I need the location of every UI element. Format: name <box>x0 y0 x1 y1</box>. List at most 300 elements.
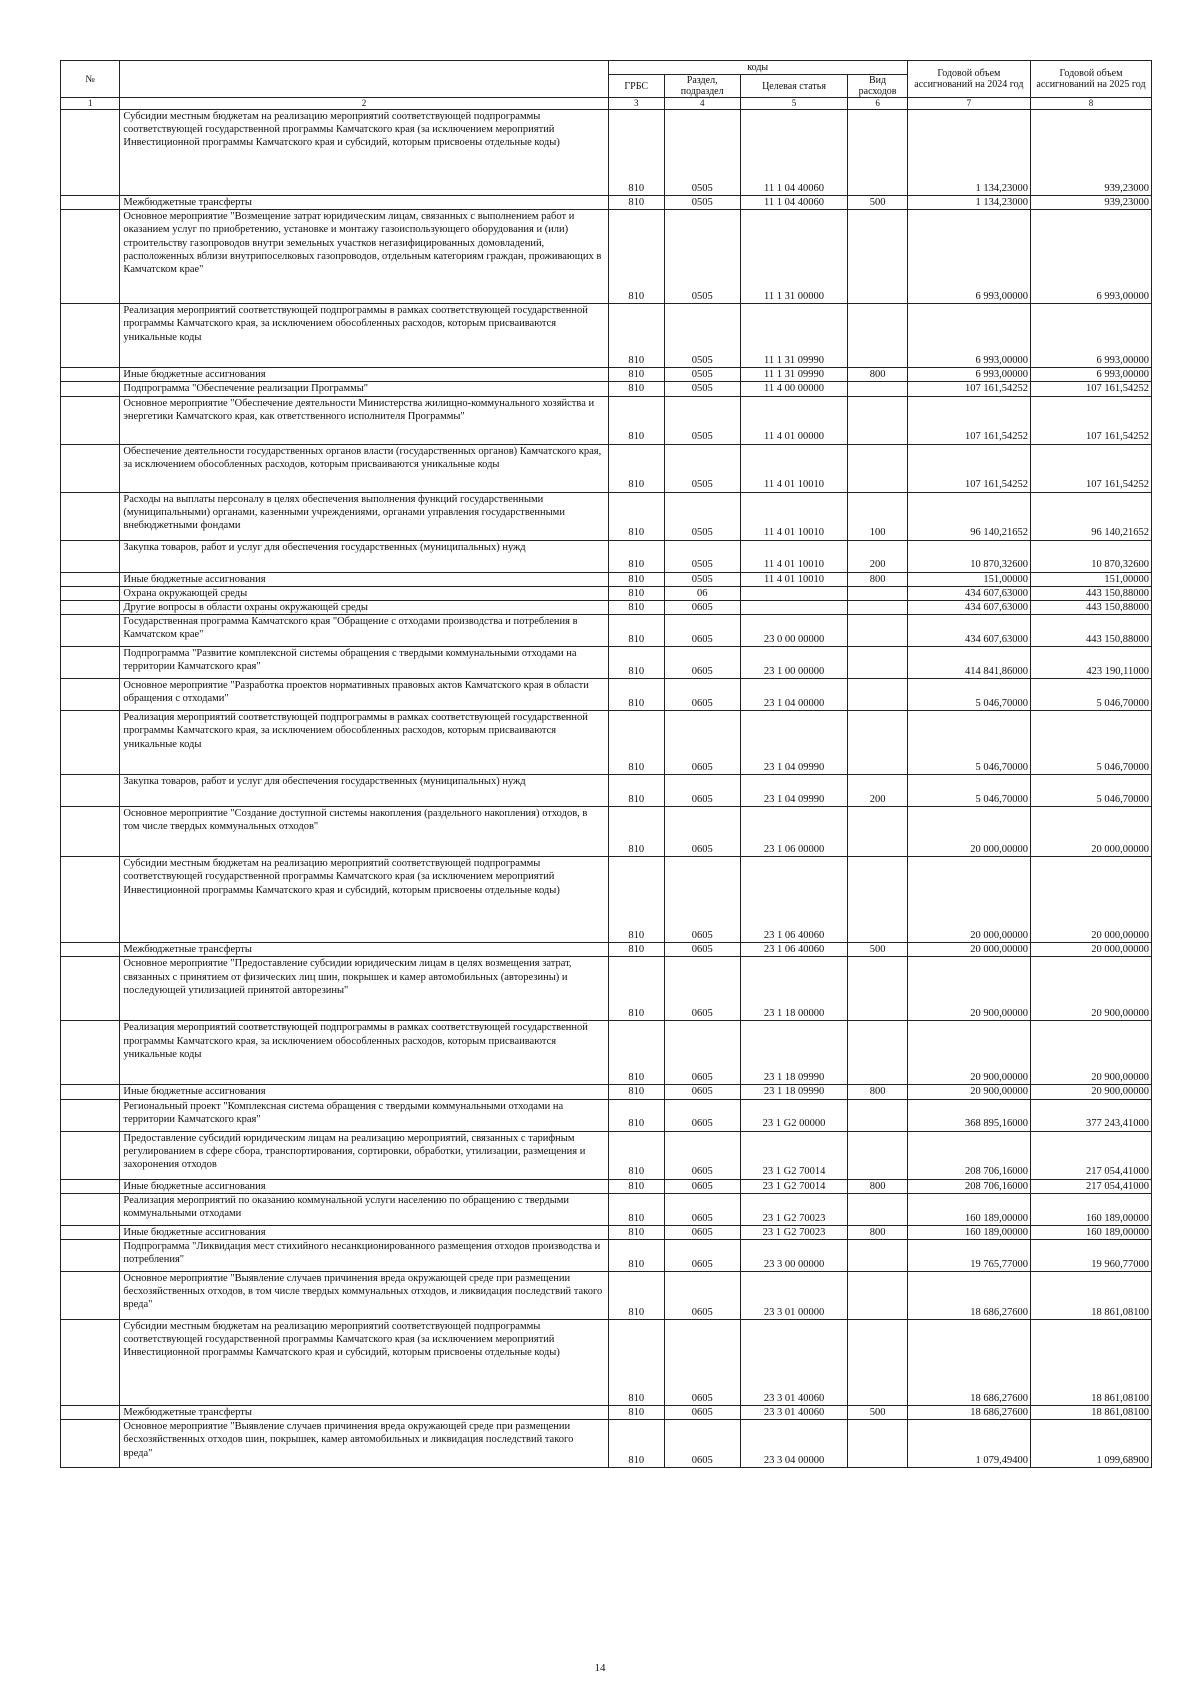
row-grbs: 810 <box>608 586 664 600</box>
colnum: 1 <box>61 98 120 110</box>
row-amount-2025: 151,00000 <box>1030 572 1151 586</box>
row-target: 23 1 04 00000 <box>740 679 848 711</box>
row-amount-2025: 939,23000 <box>1030 110 1151 196</box>
table-row <box>61 1240 1152 1272</box>
row-amount-2024: 151,00000 <box>907 572 1030 586</box>
row-num-cell <box>61 1272 120 1320</box>
colnum: 6 <box>848 98 907 110</box>
row-vid <box>848 1272 907 1320</box>
row-razdel: 0605 <box>664 775 740 807</box>
row-razdel: 06 <box>664 586 740 600</box>
row-num-cell <box>61 1225 120 1239</box>
row-num-cell <box>61 1179 120 1193</box>
colnum: 7 <box>907 98 1030 110</box>
header-razdel: Раздел, подраздел <box>664 75 740 98</box>
row-amount-2025: 18 861,08100 <box>1030 1320 1151 1406</box>
row-razdel: 0505 <box>664 110 740 196</box>
row-description: Расходы на выплаты персоналу в целях обеспечения выполнения функций государственными (муниципальными) органами, казенными учреждениями, органами управления государственными внебюджетными фондами <box>120 492 608 540</box>
table-row <box>61 540 1152 572</box>
row-amount-2024: 434 607,63000 <box>907 601 1030 615</box>
row-amount-2025: 160 189,00000 <box>1030 1225 1151 1239</box>
row-description: Обеспечение деятельности государственных органов власти (государственных органов) Камчатского края, за исключением обособленных расходов, которым присваиваются уникальные коды <box>120 444 608 492</box>
table-row <box>61 615 1152 647</box>
row-num-cell <box>61 110 120 196</box>
row-amount-2025: 19 960,77000 <box>1030 1240 1151 1272</box>
row-description: Межбюджетные трансферты <box>120 196 608 210</box>
table-row <box>61 396 1152 444</box>
row-razdel: 0605 <box>664 1179 740 1193</box>
row-amount-2024: 6 993,00000 <box>907 368 1030 382</box>
row-num-cell <box>61 807 120 857</box>
row-num-cell <box>61 492 120 540</box>
row-grbs: 810 <box>608 1193 664 1225</box>
row-amount-2025: 20 000,00000 <box>1030 807 1151 857</box>
row-description: Закупка товаров, работ и услуг для обеспечения государственных (муниципальных) нужд <box>120 540 608 572</box>
row-amount-2024: 19 765,77000 <box>907 1240 1030 1272</box>
row-target: 23 1 06 40060 <box>740 943 848 957</box>
row-vid: 100 <box>848 492 907 540</box>
row-num-cell <box>61 210 120 304</box>
row-grbs: 810 <box>608 711 664 775</box>
row-razdel: 0605 <box>664 1099 740 1131</box>
row-amount-2025: 443 150,88000 <box>1030 601 1151 615</box>
row-description: Реализация мероприятий соответствующей подпрограммы в рамках соответствующей государственной программы Камчатского края, за исключением обособленных расходов, которым присваиваются уникальные коды <box>120 304 608 368</box>
row-num-cell <box>61 957 120 1021</box>
row-target: 23 1 18 09990 <box>740 1021 848 1085</box>
page-number: 14 <box>594 1662 606 1674</box>
row-target: 23 1 00 00000 <box>740 647 848 679</box>
row-amount-2024: 160 189,00000 <box>907 1193 1030 1225</box>
header-target: Целевая статья <box>740 75 848 98</box>
row-amount-2025: 423 190,11000 <box>1030 647 1151 679</box>
row-amount-2025: 20 000,00000 <box>1030 943 1151 957</box>
row-razdel: 0605 <box>664 807 740 857</box>
row-amount-2024: 5 046,70000 <box>907 711 1030 775</box>
row-vid <box>848 1420 907 1468</box>
row-amount-2025: 377 243,41000 <box>1030 1099 1151 1131</box>
row-target: 11 4 00 00000 <box>740 382 848 396</box>
row-num-cell <box>61 540 120 572</box>
row-vid <box>848 1240 907 1272</box>
row-target: 23 3 01 00000 <box>740 1272 848 1320</box>
row-amount-2025: 10 870,32600 <box>1030 540 1151 572</box>
colnum: 3 <box>608 98 664 110</box>
row-description: Межбюджетные трансферты <box>120 943 608 957</box>
row-amount-2025: 18 861,08100 <box>1030 1406 1151 1420</box>
row-num-cell <box>61 1406 120 1420</box>
row-razdel: 0605 <box>664 957 740 1021</box>
row-vid <box>848 957 907 1021</box>
row-num-cell <box>61 368 120 382</box>
row-amount-2024: 1 134,23000 <box>907 196 1030 210</box>
row-target: 23 1 G2 00000 <box>740 1099 848 1131</box>
row-razdel: 0605 <box>664 1193 740 1225</box>
row-target: 11 4 01 00000 <box>740 396 848 444</box>
row-target: 11 1 31 00000 <box>740 210 848 304</box>
row-target: 23 3 00 00000 <box>740 1240 848 1272</box>
row-description: Реализация мероприятий соответствующей подпрограммы в рамках соответствующей государственной программы Камчатского края, за исключением обособленных расходов, которым присваиваются уникальные коды <box>120 1021 608 1085</box>
row-razdel: 0605 <box>664 1420 740 1468</box>
row-grbs: 810 <box>608 1131 664 1179</box>
row-razdel: 0505 <box>664 196 740 210</box>
table-row <box>61 210 1152 304</box>
row-num-cell <box>61 679 120 711</box>
table-row <box>61 492 1152 540</box>
row-grbs: 810 <box>608 444 664 492</box>
row-razdel: 0605 <box>664 711 740 775</box>
table-row <box>61 957 1152 1021</box>
row-razdel: 0505 <box>664 304 740 368</box>
row-grbs: 810 <box>608 857 664 943</box>
row-description: Предоставление субсидий юридическим лицам на реализацию мероприятий, связанных с тарифным регулированием в сфере сбора, транспортирования, сортировки, обработки, утилизации, размещения и захоронения отходов <box>120 1131 608 1179</box>
row-target: 23 1 18 09990 <box>740 1085 848 1099</box>
table-row <box>61 647 1152 679</box>
row-amount-2024: 414 841,86000 <box>907 647 1030 679</box>
row-razdel: 0605 <box>664 601 740 615</box>
row-vid <box>848 1021 907 1085</box>
row-amount-2024: 1 134,23000 <box>907 110 1030 196</box>
row-num-cell <box>61 857 120 943</box>
row-amount-2025: 6 993,00000 <box>1030 368 1151 382</box>
row-vid: 800 <box>848 1085 907 1099</box>
row-num-cell <box>61 1021 120 1085</box>
row-amount-2025: 443 150,88000 <box>1030 615 1151 647</box>
row-grbs: 810 <box>608 304 664 368</box>
row-razdel: 0605 <box>664 679 740 711</box>
row-grbs: 810 <box>608 1240 664 1272</box>
row-vid <box>848 647 907 679</box>
row-razdel: 0605 <box>664 1131 740 1179</box>
row-grbs: 810 <box>608 1179 664 1193</box>
row-target: 11 4 01 10010 <box>740 444 848 492</box>
row-grbs: 810 <box>608 382 664 396</box>
row-razdel: 0505 <box>664 210 740 304</box>
row-target: 23 1 G2 70014 <box>740 1131 848 1179</box>
table-row <box>61 1021 1152 1085</box>
table-row <box>61 1131 1152 1179</box>
row-amount-2024: 20 900,00000 <box>907 957 1030 1021</box>
row-amount-2024: 434 607,63000 <box>907 586 1030 600</box>
header-codes: коды <box>608 61 907 75</box>
row-grbs: 810 <box>608 368 664 382</box>
table-row <box>61 807 1152 857</box>
row-amount-2024: 107 161,54252 <box>907 396 1030 444</box>
table-row <box>61 1099 1152 1131</box>
row-grbs: 810 <box>608 647 664 679</box>
row-num-cell <box>61 775 120 807</box>
row-description: Иные бюджетные ассигнования <box>120 1085 608 1099</box>
row-amount-2025: 217 054,41000 <box>1030 1131 1151 1179</box>
table-row <box>61 857 1152 943</box>
row-grbs: 810 <box>608 110 664 196</box>
row-vid <box>848 615 907 647</box>
row-vid <box>848 857 907 943</box>
row-vid: 800 <box>848 1179 907 1193</box>
row-amount-2025: 20 000,00000 <box>1030 857 1151 943</box>
row-target: 23 1 G2 70014 <box>740 1179 848 1193</box>
budget-table-page <box>60 60 1152 1468</box>
row-description: Основное мероприятие "Возмещение затрат юридическим лицам, связанных с выполнением работ и оказанием услуг по приобретению, установке и монтажу газоиспользующего оборудования и (или) строительству газопроводов внутри земельных участков негазифицированных домовладений, расположенных вблизи внутрипоселковых газопроводов, отдельным категориям граждан, проживающих в Камчатском крае" <box>120 210 608 304</box>
row-vid: 200 <box>848 540 907 572</box>
row-amount-2025: 20 900,00000 <box>1030 1021 1151 1085</box>
table-header <box>61 61 1152 110</box>
row-amount-2024: 18 686,27600 <box>907 1406 1030 1420</box>
row-amount-2025: 6 993,00000 <box>1030 304 1151 368</box>
row-amount-2024: 5 046,70000 <box>907 679 1030 711</box>
row-grbs: 810 <box>608 1021 664 1085</box>
header-column-numbers <box>61 98 1152 110</box>
row-num-cell <box>61 1240 120 1272</box>
row-vid <box>848 1131 907 1179</box>
row-grbs: 810 <box>608 807 664 857</box>
row-num-cell <box>61 196 120 210</box>
row-num-cell <box>61 1193 120 1225</box>
row-amount-2024: 10 870,32600 <box>907 540 1030 572</box>
row-grbs: 810 <box>608 775 664 807</box>
row-amount-2024: 208 706,16000 <box>907 1131 1030 1179</box>
row-vid <box>848 679 907 711</box>
row-description: Иные бюджетные ассигнования <box>120 368 608 382</box>
row-amount-2024: 18 686,27600 <box>907 1272 1030 1320</box>
table-body <box>61 110 1152 1468</box>
row-target: 23 3 01 40060 <box>740 1406 848 1420</box>
row-razdel: 0605 <box>664 1406 740 1420</box>
row-amount-2025: 20 900,00000 <box>1030 957 1151 1021</box>
row-num-cell <box>61 1085 120 1099</box>
row-description: Охрана окружающей среды <box>120 586 608 600</box>
row-target: 23 3 04 00000 <box>740 1420 848 1468</box>
header-grbs: ГРБС <box>608 75 664 98</box>
row-vid <box>848 1320 907 1406</box>
row-num-cell <box>61 586 120 600</box>
row-num-cell <box>61 304 120 368</box>
row-description: Основное мероприятие "Предоставление субсидии юридическим лицам в целях возмещения затрат, связанных с принятием от физических лиц шин, покрышек и камер автомобильных (авторезины) и последующей утилизацией принятой авторезины" <box>120 957 608 1021</box>
row-amount-2025: 107 161,54252 <box>1030 382 1151 396</box>
row-vid <box>848 711 907 775</box>
row-grbs: 810 <box>608 1085 664 1099</box>
row-target: 23 0 00 00000 <box>740 615 848 647</box>
row-amount-2025: 5 046,70000 <box>1030 775 1151 807</box>
row-description: Иные бюджетные ассигнования <box>120 1179 608 1193</box>
row-grbs: 810 <box>608 679 664 711</box>
table-row <box>61 586 1152 600</box>
row-amount-2024: 6 993,00000 <box>907 210 1030 304</box>
row-vid <box>848 396 907 444</box>
row-vid <box>848 807 907 857</box>
row-description: Основное мероприятие "Обеспечение деятельности Министерства жилищно-коммунального хозяйства и энергетики Камчатского края, как ответственного исполнителя Программы" <box>120 396 608 444</box>
row-vid: 500 <box>848 1406 907 1420</box>
row-target: 23 3 01 40060 <box>740 1320 848 1406</box>
row-amount-2025: 107 161,54252 <box>1030 444 1151 492</box>
row-amount-2024: 107 161,54252 <box>907 444 1030 492</box>
row-grbs: 810 <box>608 196 664 210</box>
row-grbs: 810 <box>608 601 664 615</box>
row-grbs: 810 <box>608 572 664 586</box>
row-num-cell <box>61 1320 120 1406</box>
row-grbs: 810 <box>608 1406 664 1420</box>
row-amount-2024: 20 000,00000 <box>907 807 1030 857</box>
row-num-cell <box>61 396 120 444</box>
row-num-cell <box>61 711 120 775</box>
row-amount-2024: 107 161,54252 <box>907 382 1030 396</box>
table-row <box>61 110 1152 196</box>
row-target: 11 1 31 09990 <box>740 368 848 382</box>
table-row <box>61 382 1152 396</box>
table-row <box>61 679 1152 711</box>
row-amount-2025: 18 861,08100 <box>1030 1272 1151 1320</box>
row-target: 11 1 04 40060 <box>740 110 848 196</box>
row-grbs: 810 <box>608 943 664 957</box>
row-amount-2025: 107 161,54252 <box>1030 396 1151 444</box>
row-target: 11 1 31 09990 <box>740 304 848 368</box>
row-grbs: 810 <box>608 1420 664 1468</box>
row-num-cell <box>61 943 120 957</box>
row-razdel: 0505 <box>664 368 740 382</box>
row-target: 23 1 18 00000 <box>740 957 848 1021</box>
row-target: 23 1 06 00000 <box>740 807 848 857</box>
row-grbs: 810 <box>608 396 664 444</box>
row-amount-2025: 5 046,70000 <box>1030 711 1151 775</box>
row-description: Реализация мероприятий по оказанию коммунальной услуги населению по обращению с твердыми коммунальными отходами <box>120 1193 608 1225</box>
row-target: 23 1 04 09990 <box>740 711 848 775</box>
row-description: Субсидии местным бюджетам на реализацию мероприятий соответствующей подпрограммы соответствующей государственной программы Камчатского края (за исключением мероприятий Инвестиционной программы Камчатского края и субсидий, которым присвоены отдельные коды) <box>120 1320 608 1406</box>
header-description <box>120 61 608 98</box>
row-num-cell <box>61 444 120 492</box>
row-razdel: 0505 <box>664 572 740 586</box>
row-vid <box>848 1193 907 1225</box>
row-amount-2025: 96 140,21652 <box>1030 492 1151 540</box>
row-razdel: 0505 <box>664 396 740 444</box>
row-vid: 800 <box>848 572 907 586</box>
row-vid: 500 <box>848 943 907 957</box>
row-target: 23 1 06 40060 <box>740 857 848 943</box>
table-row <box>61 304 1152 368</box>
row-vid <box>848 110 907 196</box>
row-grbs: 810 <box>608 615 664 647</box>
row-amount-2024: 20 900,00000 <box>907 1021 1030 1085</box>
row-description: Основное мероприятие "Выявление случаев причинения вреда окружающей среде при размещении бесхозяйственных отходов шин, покрышек, камер автомобильных и ликвидация последствий такого вреда" <box>120 1420 608 1468</box>
row-amount-2024: 20 000,00000 <box>907 943 1030 957</box>
row-num-cell <box>61 647 120 679</box>
row-razdel: 0605 <box>664 857 740 943</box>
row-vid: 200 <box>848 775 907 807</box>
table-row <box>61 1420 1152 1468</box>
row-vid <box>848 1099 907 1131</box>
row-amount-2024: 20 000,00000 <box>907 857 1030 943</box>
table-row <box>61 1085 1152 1099</box>
row-description: Основное мероприятие "Выявление случаев причинения вреда окружающей среде при размещении бесхозяйственных отходов, в том числе твердых коммунальных отходов, и ликвидация последствий такого вреда" <box>120 1272 608 1320</box>
row-description: Основное мероприятие "Создание доступной системы накопления (раздельного накопления) отходов, в том числе твердых коммунальных отходов" <box>120 807 608 857</box>
row-vid <box>848 601 907 615</box>
row-vid <box>848 210 907 304</box>
row-target: 11 4 01 10010 <box>740 572 848 586</box>
table-row <box>61 196 1152 210</box>
row-description: Государственная программа Камчатского края "Обращение с отходами производства и потребления в Камчатском крае" <box>120 615 608 647</box>
table-row <box>61 601 1152 615</box>
row-grbs: 810 <box>608 540 664 572</box>
row-razdel: 0605 <box>664 615 740 647</box>
row-description: Реализация мероприятий соответствующей подпрограммы в рамках соответствующей государственной программы Камчатского края, за исключением обособленных расходов, которым присваиваются уникальные коды <box>120 711 608 775</box>
row-amount-2025: 6 993,00000 <box>1030 210 1151 304</box>
row-amount-2025: 160 189,00000 <box>1030 1193 1151 1225</box>
row-vid <box>848 304 907 368</box>
row-grbs: 810 <box>608 1320 664 1406</box>
row-target <box>740 601 848 615</box>
row-amount-2024: 208 706,16000 <box>907 1179 1030 1193</box>
row-target: 11 4 01 10010 <box>740 540 848 572</box>
header-num: № <box>61 61 120 98</box>
row-target: 23 1 G2 70023 <box>740 1225 848 1239</box>
row-razdel: 0505 <box>664 444 740 492</box>
row-razdel: 0605 <box>664 943 740 957</box>
table-row <box>61 1320 1152 1406</box>
colnum: 2 <box>120 98 608 110</box>
row-target <box>740 586 848 600</box>
table-row <box>61 1179 1152 1193</box>
row-razdel: 0505 <box>664 492 740 540</box>
colnum: 5 <box>740 98 848 110</box>
row-razdel: 0605 <box>664 1272 740 1320</box>
row-amount-2024: 368 895,16000 <box>907 1099 1030 1131</box>
row-razdel: 0605 <box>664 1225 740 1239</box>
header-2024: Годовой объем ассигнований на 2024 год <box>907 61 1030 98</box>
row-amount-2024: 18 686,27600 <box>907 1320 1030 1406</box>
row-amount-2024: 96 140,21652 <box>907 492 1030 540</box>
row-target: 11 1 04 40060 <box>740 196 848 210</box>
row-amount-2025: 217 054,41000 <box>1030 1179 1151 1193</box>
row-razdel: 0505 <box>664 540 740 572</box>
table-row <box>61 1272 1152 1320</box>
row-amount-2025: 1 099,68900 <box>1030 1420 1151 1468</box>
row-vid <box>848 444 907 492</box>
table-row <box>61 572 1152 586</box>
row-vid: 800 <box>848 1225 907 1239</box>
row-description: Иные бюджетные ассигнования <box>120 572 608 586</box>
row-num-cell <box>61 615 120 647</box>
table-row <box>61 943 1152 957</box>
header-vid: Вид расходов <box>848 75 907 98</box>
table-row <box>61 1225 1152 1239</box>
row-amount-2024: 5 046,70000 <box>907 775 1030 807</box>
row-amount-2025: 939,23000 <box>1030 196 1151 210</box>
row-description: Межбюджетные трансферты <box>120 1406 608 1420</box>
table-row <box>61 1193 1152 1225</box>
row-grbs: 810 <box>608 210 664 304</box>
row-amount-2025: 20 900,00000 <box>1030 1085 1151 1099</box>
table-row <box>61 711 1152 775</box>
row-description: Подпрограмма "Обеспечение реализации Программы" <box>120 382 608 396</box>
row-description: Субсидии местным бюджетам на реализацию мероприятий соответствующей подпрограммы соответствующей государственной программы Камчатского края (за исключением мероприятий Инвестиционной программы Камчатского края и субсидий, которым присвоены отдельные коды) <box>120 857 608 943</box>
row-num-cell <box>61 1420 120 1468</box>
row-amount-2025: 5 046,70000 <box>1030 679 1151 711</box>
row-razdel: 0605 <box>664 1240 740 1272</box>
row-target: 23 1 04 09990 <box>740 775 848 807</box>
colnum: 8 <box>1030 98 1151 110</box>
row-description: Региональный проект "Комплексная система обращения с твердыми коммунальными отходами на территории Камчатского края" <box>120 1099 608 1131</box>
row-grbs: 810 <box>608 492 664 540</box>
row-description: Субсидии местным бюджетам на реализацию мероприятий соответствующей подпрограммы соответствующей государственной программы Камчатского края (за исключением мероприятий Инвестиционной программы Камчатского края и субсидий, которым присвоены отдельные коды) <box>120 110 608 196</box>
table-row <box>61 1406 1152 1420</box>
row-grbs: 810 <box>608 957 664 1021</box>
row-amount-2024: 434 607,63000 <box>907 615 1030 647</box>
row-amount-2024: 20 900,00000 <box>907 1085 1030 1099</box>
row-num-cell <box>61 572 120 586</box>
row-razdel: 0605 <box>664 1085 740 1099</box>
row-amount-2024: 160 189,00000 <box>907 1225 1030 1239</box>
row-razdel: 0605 <box>664 1021 740 1085</box>
row-target: 11 4 01 10010 <box>740 492 848 540</box>
row-razdel: 0605 <box>664 647 740 679</box>
